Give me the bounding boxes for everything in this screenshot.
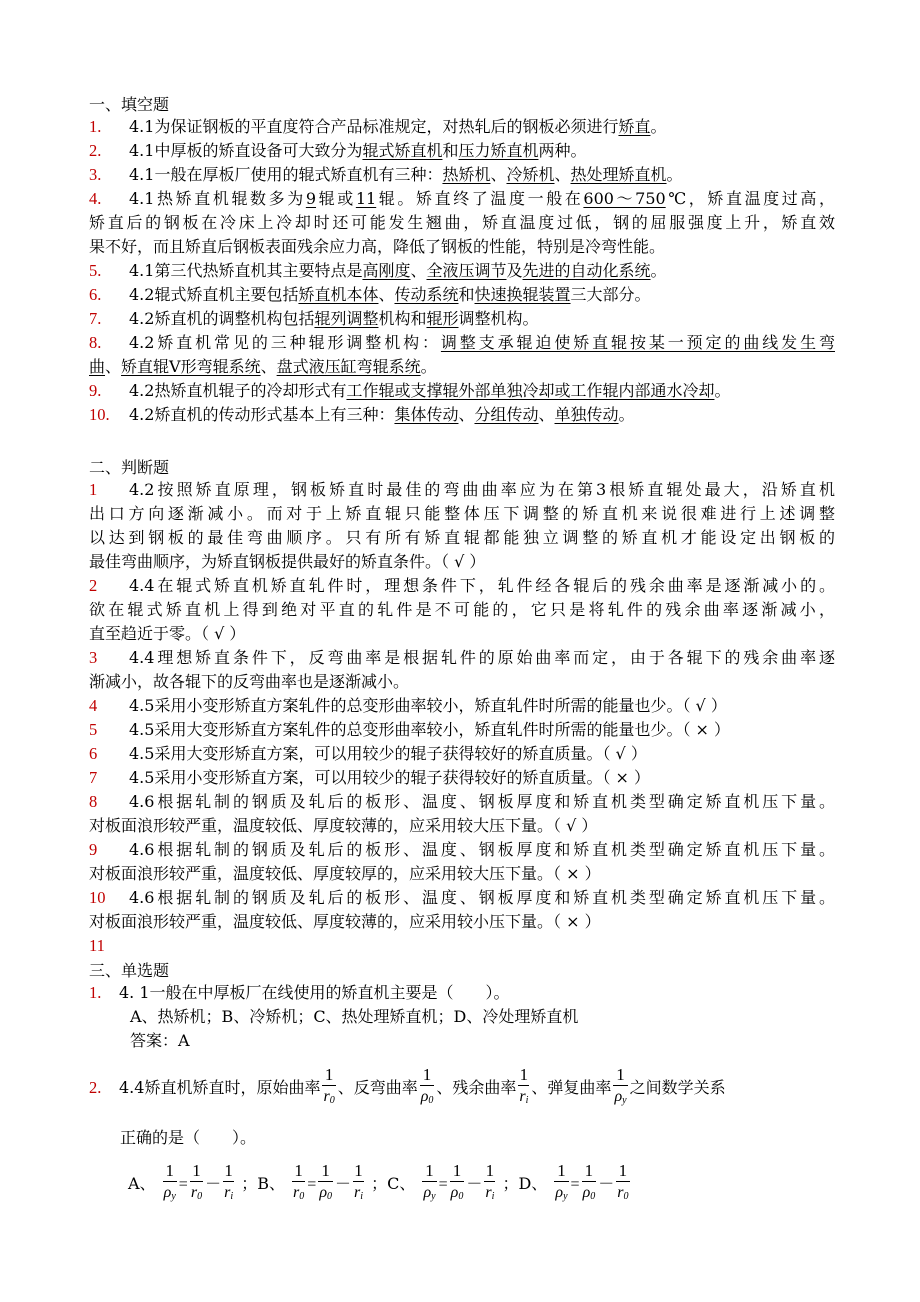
- q2-options: A、 $\frac{1}{\rho_y}$ = $\frac{1}{r_0}$ － $\frac{1}{r_i}$ ；B、 $\frac{1}{r_0}$ = $\frac{1}{\rho_0}$ － $\frac{1}{r_i}$ ；C、 $\frac{1}{\rho_y}$ = $\frac{1}{\rho_0}$ － $\frac{1}{r_i}$ ；D、 $\frac{1}{\rho_y}$ = $\frac{1}{\rho_0}$ － $\frac{1}{r_0}$: [128, 1160, 632, 1209]
- single-choice-q1: [89, 981, 510, 1005]
- judgement-item-text: 4.4在辊式矫直机矫直轧件时，理想条件下，轧件经各辊后的残余曲率是逐渐减小的。 欲在辊式矫直机上得到绝对平直的轧件是不可能的，它只是将轧件的残余曲率逐渐减小， 直至趋近于零。（ √ ）: [89, 576, 835, 643]
- judgement-item-text: 4.2按照矫直原理，钢板矫直时最佳的弯曲曲率应为在第3根矫直辊处最大，沿矫直机 出口方向逐渐减小。而对于上矫直辊只能整体压下调整的矫直机来说很难进行上述调整 以达到钢板的最佳弯曲顺序。只有所有矫直辊都能独立调整的矫直机才能设定出钢板的 最佳弯曲顺序，为矫直钢板提供最好的矫直条件。（ √ ）: [89, 480, 835, 571]
- q2-number: 2.: [89, 1078, 102, 1097]
- fill-in-item-text: 4.2矫直机常见的三种辊形调整机构：调整支承辊迫使矫直辊按某一预定的曲线发生弯 曲、矫直辊V形弯辊系统、盘式液压缸弯辊系统。: [89, 333, 835, 376]
- fill-in-item-number: 3.: [89, 165, 102, 184]
- fill-in-item-number: 10.: [89, 405, 110, 424]
- fill-in-item-number: 7.: [89, 309, 102, 328]
- q1-stem: 4. 1一般在中厚板厂在线使用的矫直机主要是（ ）。: [119, 983, 510, 1002]
- fill-in-item-text: 4.1中厚板的矫直设备可大致分为辊式矫直机和压力矫直机两种。: [129, 141, 587, 160]
- fill-in-item-text: 4.1一般在厚板厂使用的辊式矫直机有三种：热矫机、冷矫机、热处理矫直机。: [129, 165, 683, 184]
- q2-stem-part: 4.4矫直机矫直时，原始曲率: [119, 1078, 321, 1097]
- q1-options: A、热矫机；B、冷矫机；C、热处理矫直机；D、冷处理矫直机: [130, 1007, 579, 1026]
- q2-stem-part: 、反弯曲率: [337, 1078, 418, 1097]
- option-a-label: A、: [128, 1174, 156, 1193]
- section-title-judgement: 二、判断题: [89, 458, 170, 477]
- fraction-1-over-ri: $\frac{1}{r_i}$: [518, 1065, 529, 1112]
- fill-in-item-text: 4.1为保证钢板的平直度符合产品标准规定，对热轧后的钢板必须进行矫直。: [129, 117, 667, 136]
- section-title-fill-in: 一、填空题: [89, 95, 170, 114]
- fill-in-item-number: 6.: [89, 285, 102, 304]
- fill-in-item-number: 5.: [89, 261, 102, 280]
- fill-in-item-text: 4.2热矫直机辊子的冷却形式有工作辊或支撑辊外部单独冷却或工作辊内部通水冷却。: [129, 381, 731, 400]
- fill-in-item-number: 1.: [89, 117, 102, 136]
- judgement-item-number: 8: [89, 792, 98, 811]
- judgement-item-text: 4.5采用小变形矫直方案轧件的总变形曲率较小，矫直轧件时所需的能量也少。（ √ ）: [129, 696, 727, 715]
- q2-stem-part: 、弹复曲率: [531, 1078, 612, 1097]
- fill-in-item-text: 4.2辊式矫直机主要包括矫直机本体、传动系统和快速换辊装置三大部分。: [129, 285, 651, 304]
- judgement-item-number: 1: [89, 480, 98, 499]
- fraction-1-over-rhoy: $\frac{1}{\rho_y}$: [613, 1065, 627, 1112]
- q2-stem-part: 、残余曲率: [436, 1078, 517, 1097]
- judgement-item-text: 4.6根据轧制的钢质及轧后的板形、温度、钢板厚度和矫直机类型确定矫直机压下量。 对板面浪形较严重，温度较低、厚度较薄的，应采用较大压下量。（ √ ）: [89, 792, 835, 835]
- judgement-item-number: 4: [89, 696, 98, 715]
- judgement-item-text: 4.5采用小变形矫直方案，可以用较少的辊子获得较好的矫直质量。（ × ）: [129, 768, 651, 787]
- judgement-item-number: 7: [89, 768, 98, 787]
- judgement-item-number: 9: [89, 840, 98, 859]
- option-b-label: ；B、: [241, 1174, 285, 1193]
- judgement-item-text: 4.5采用大变形矫直方案轧件的总变形曲率较小，矫直轧件时所需的能量也少。（ × ）: [129, 720, 731, 739]
- q2-stem-line2: 正确的是（ ）。: [120, 1128, 257, 1147]
- option-d-label: ；D、: [502, 1174, 548, 1193]
- judgement-item-number: 10: [89, 888, 106, 907]
- fill-in-item-number: 4.: [89, 189, 102, 208]
- section-title-single-choice: 三、单选题: [89, 961, 170, 980]
- judgement-item-number: 11: [89, 936, 105, 955]
- fill-in-item-text: 4.2矫直机的调整机构包括辊列调整机构和辊形调整机构。: [129, 309, 539, 328]
- judgement-item-number: 2: [89, 576, 98, 595]
- fill-in-item-number: 2.: [89, 141, 102, 160]
- fill-in-item-text: 4.1第三代热矫直机其主要特点是高刚度、全液压调节及先进的自动化系统。: [129, 261, 667, 280]
- fill-in-item-number: 8.: [89, 333, 102, 352]
- q1-answer: 答案：A: [130, 1031, 190, 1050]
- fraction-1-over-r0: $\frac{1}{r_0}$: [322, 1065, 335, 1112]
- fill-in-item-number: 9.: [89, 381, 102, 400]
- q1-number: 1.: [89, 983, 102, 1002]
- judgement-item-text: 4.4理想矫直条件下，反弯曲率是根据轧件的原始曲率而定，由于各辊下的残余曲率逐 渐减小，故各辊下的反弯曲率也是逐渐减小。: [89, 648, 835, 691]
- judgement-item-number: 6: [89, 744, 98, 763]
- fill-in-item-text: 4.1热矫直机辊数多为9辊或11辊。矫直终了温度一般在600～750℃，矫直温度过高， 矫直后的钢板在冷床上冷却时还可能发生翘曲，矫直温度过低，钢的屈服强度上升，矫直效 果不好，而且矫直后钢板表面残余应力高，降低了钢板的性能，特别是冷弯性能。: [89, 189, 835, 256]
- judgement-item-number: 3: [89, 648, 98, 667]
- fill-in-item-text: 4.2矫直机的传动形式基本上有三种：集体传动、分组传动、单独传动。: [129, 405, 635, 424]
- judgement-item-number: 5: [89, 720, 98, 739]
- judgement-item-text: [129, 934, 835, 958]
- q2-stem-part: 之间数学关系: [629, 1078, 726, 1097]
- fraction-1-over-rho0: $\frac{1}{\rho_0}$: [420, 1065, 435, 1112]
- judgement-item-text: 4.6根据轧制的钢质及轧后的板形、温度、钢板厚度和矫直机类型确定矫直机压下量。 对板面浪形较严重，温度较低、厚度较薄的，应采用较小压下量。（ × ）: [89, 888, 835, 931]
- option-c-label: ；C、: [371, 1174, 416, 1193]
- single-choice-q2: [89, 1064, 726, 1112]
- judgement-item-text: 4.6根据轧制的钢质及轧后的板形、温度、钢板厚度和矫直机类型确定矫直机压下量。 对板面浪形较严重，温度较低、厚度较厚的，应采用较大压下量。（ × ）: [89, 840, 835, 883]
- judgement-item-text: 4.5采用大变形矫直方案，可以用较少的辊子获得较好的矫直质量。（ √ ）: [129, 744, 647, 763]
